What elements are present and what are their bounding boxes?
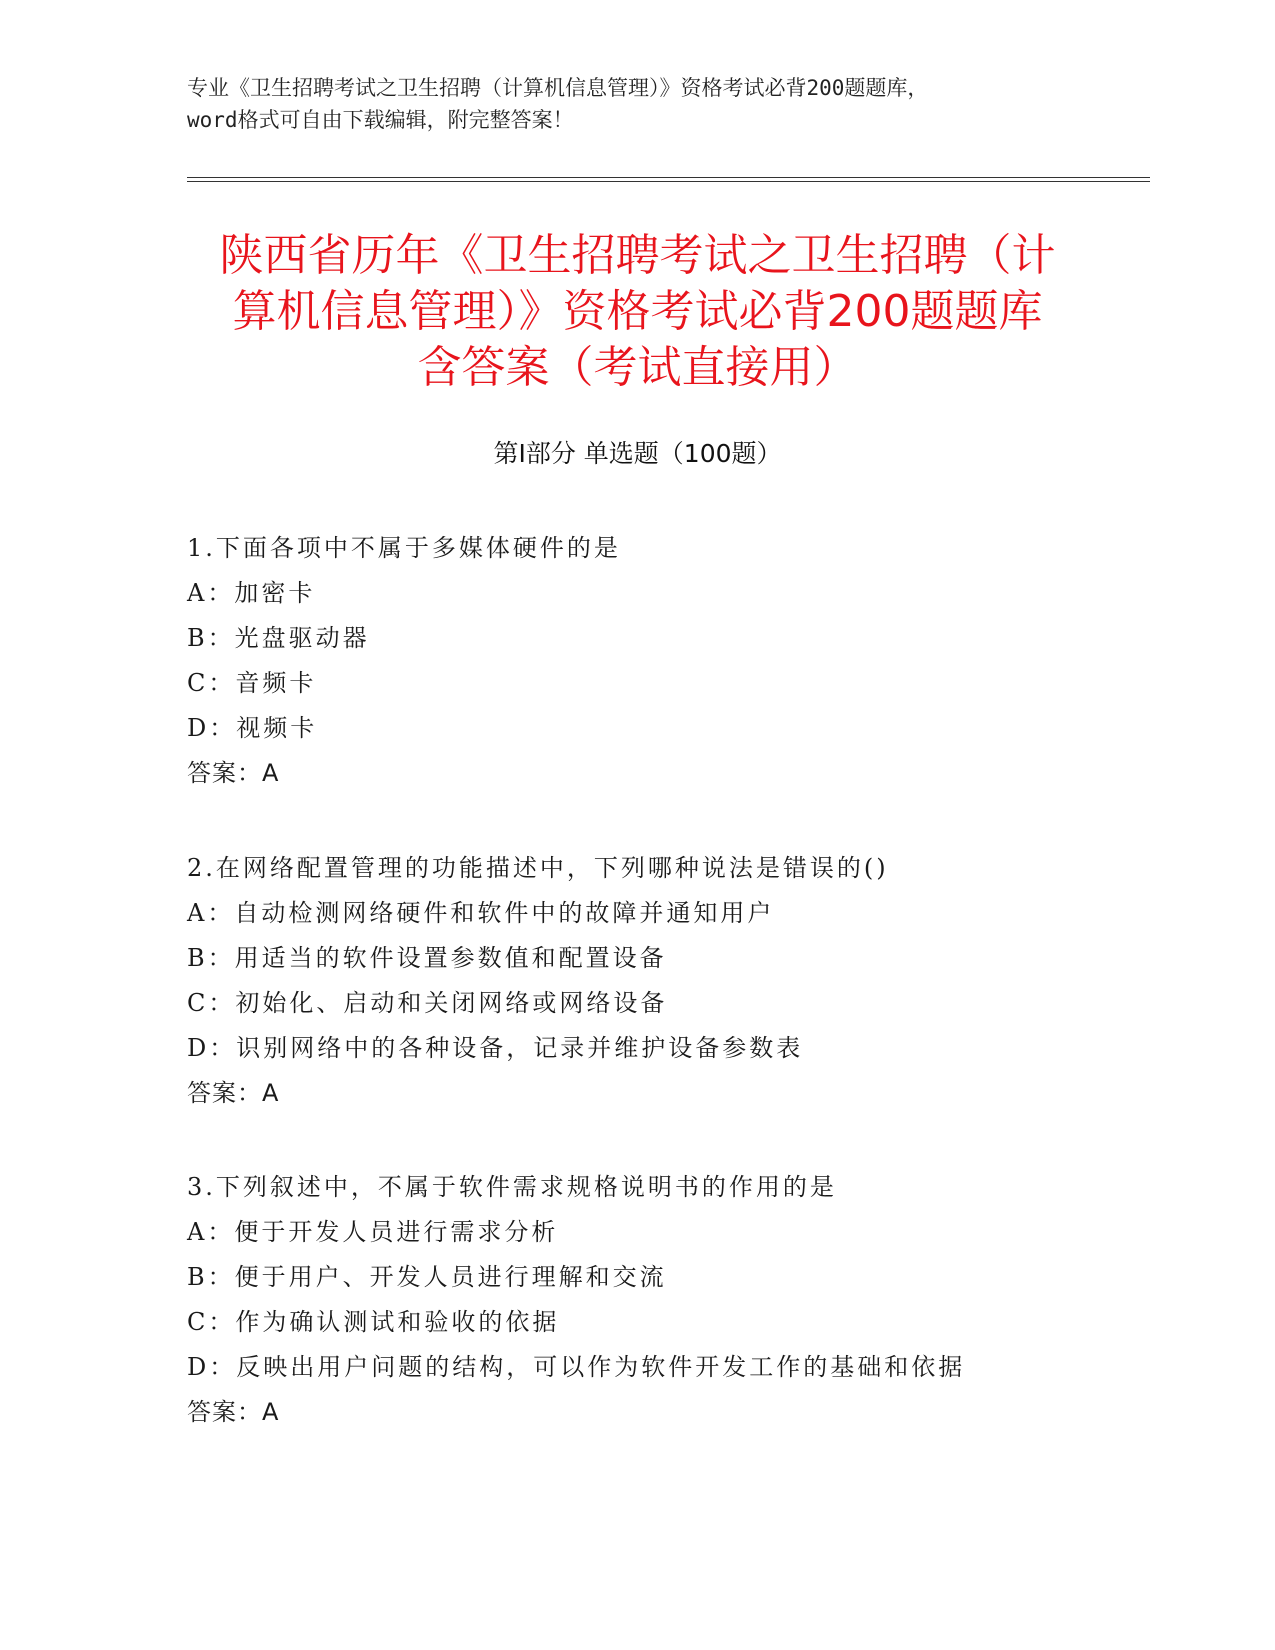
section-heading: 第Ⅰ部分 单选题（100题） [493,439,782,468]
title-line: 含答案（考试直接用） [417,342,858,393]
option-a: A：便于开发人员进行需求分析 [187,1218,559,1246]
title-line: 算机信息管理）》资格考试必背200题题库 [232,286,1043,337]
option-d: D：识别网络中的各种设备，记录并维护设备参数表 [187,1034,804,1062]
option-a: A：加密卡 [187,579,316,607]
answer-text: 答案：A [187,1079,280,1107]
header-divider [187,181,1150,182]
answer-text: 答案：A [187,759,280,787]
answer-text: 答案：A [187,1398,280,1426]
question-stem: 3.下列叙述中，不属于软件需求规格说明书的作用的是 [187,1173,837,1201]
option-d: D：视频卡 [187,714,318,742]
option-b: B：便于用户、开发人员进行理解和交流 [187,1263,667,1291]
option-c: C：初始化、启动和关闭网络或网络设备 [187,989,668,1017]
document-title [150,228,1125,396]
header-divider [187,177,1150,178]
question-block [187,846,1147,1116]
option-a: A：自动检测网络硬件和软件中的故障并通知用户 [187,899,775,927]
question-block [187,1165,1147,1435]
title-line: 陕西省历年《卫生招聘考试之卫生招聘（计 [219,230,1056,281]
question-stem: 2.在网络配置管理的功能描述中，下列哪种说法是错误的() [187,854,889,882]
option-c: C：音频卡 [187,669,317,697]
option-b: B：用适当的软件设置参数值和配置设备 [187,944,667,972]
option-c: C：作为确认测试和验收的依据 [187,1308,560,1336]
option-d: D：反映出用户问题的结构，可以作为软件开发工作的基础和依据 [187,1353,966,1381]
question-block [187,526,1147,796]
header-note [187,72,1087,136]
option-b: B：光盘驱动器 [187,624,370,652]
header-note-line: 专业《卫生招聘考试之卫生招聘（计算机信息管理）》资格考试必背200题题库， [187,76,929,100]
question-stem: 1.下面各项中不属于多媒体硬件的是 [187,534,621,562]
header-note-line: word格式可自由下载编辑，附完整答案！ [187,108,574,132]
